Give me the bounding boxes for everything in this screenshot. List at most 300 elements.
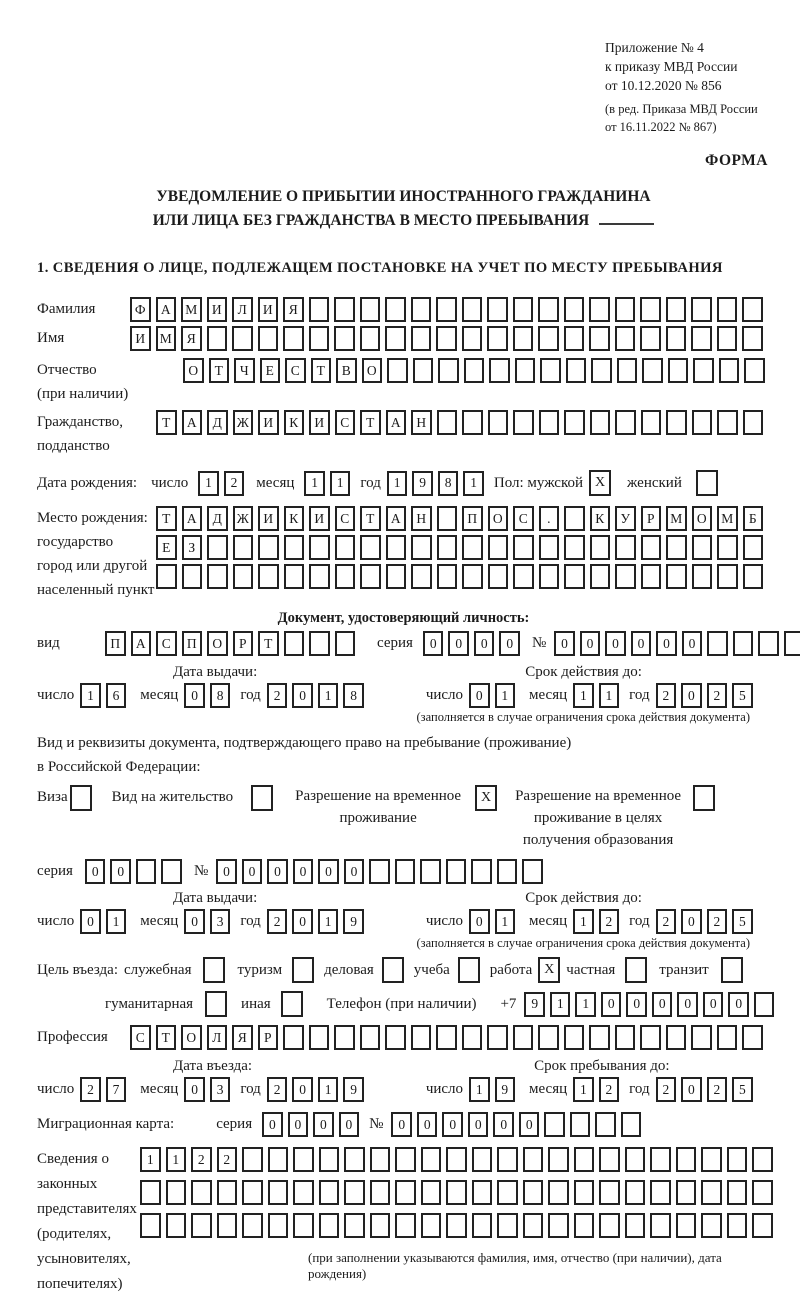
char-cell[interactable] <box>591 358 612 383</box>
char-cell[interactable]: 1 <box>575 992 596 1017</box>
char-cell[interactable]: 1 <box>573 683 594 708</box>
char-cell[interactable] <box>309 564 330 589</box>
char-cell[interactable] <box>752 1180 773 1205</box>
char-cell[interactable] <box>334 297 355 322</box>
char-cell[interactable] <box>233 535 254 560</box>
char-cell[interactable]: О <box>181 1025 202 1050</box>
char-cell[interactable]: 9 <box>343 909 364 934</box>
char-cell[interactable] <box>742 326 763 351</box>
char-cell[interactable] <box>319 1147 340 1172</box>
char-cell[interactable] <box>335 564 356 589</box>
char-cell[interactable] <box>650 1213 671 1238</box>
char-cell[interactable] <box>413 358 434 383</box>
char-cell[interactable] <box>472 1180 493 1205</box>
char-cell[interactable]: 0 <box>474 631 495 656</box>
char-cell[interactable] <box>625 1180 646 1205</box>
char-cell[interactable] <box>437 506 458 531</box>
char-cell[interactable] <box>309 326 330 351</box>
temp-residence-checkbox[interactable]: X <box>475 785 497 811</box>
char-cell[interactable] <box>283 1025 304 1050</box>
char-cell[interactable] <box>166 1180 187 1205</box>
char-cell[interactable] <box>334 1025 355 1050</box>
char-cell[interactable] <box>140 1213 161 1238</box>
char-cell[interactable]: А <box>182 410 203 435</box>
char-cell[interactable] <box>513 410 534 435</box>
char-cell[interactable] <box>523 1147 544 1172</box>
char-cell[interactable] <box>161 859 182 884</box>
char-cell[interactable] <box>564 297 585 322</box>
sex-male-checkbox[interactable]: X <box>589 470 611 496</box>
char-cell[interactable] <box>564 535 585 560</box>
char-cell[interactable]: 9 <box>495 1077 516 1102</box>
char-cell[interactable]: 0 <box>626 992 647 1017</box>
char-cell[interactable] <box>666 564 687 589</box>
char-cell[interactable] <box>744 358 765 383</box>
residence-permit-checkbox[interactable] <box>251 785 273 811</box>
char-cell[interactable] <box>464 358 485 383</box>
char-cell[interactable]: И <box>207 297 228 322</box>
char-cell[interactable] <box>615 326 636 351</box>
char-cell[interactable]: М <box>156 326 177 351</box>
char-cell[interactable] <box>589 326 610 351</box>
char-cell[interactable] <box>411 326 432 351</box>
char-cell[interactable] <box>386 535 407 560</box>
char-cell[interactable] <box>462 535 483 560</box>
char-cell[interactable] <box>540 358 561 383</box>
char-cell[interactable] <box>242 1213 263 1238</box>
char-cell[interactable]: О <box>488 506 509 531</box>
char-cell[interactable]: 0 <box>417 1112 438 1137</box>
char-cell[interactable] <box>564 506 585 531</box>
char-cell[interactable] <box>570 1112 591 1137</box>
purpose-official-checkbox[interactable] <box>203 957 225 983</box>
char-cell[interactable] <box>385 297 406 322</box>
char-cell[interactable] <box>692 535 713 560</box>
char-cell[interactable] <box>140 1180 161 1205</box>
char-cell[interactable] <box>284 535 305 560</box>
char-cell[interactable] <box>538 326 559 351</box>
char-cell[interactable]: 0 <box>262 1112 283 1137</box>
char-cell[interactable] <box>462 297 483 322</box>
char-cell[interactable] <box>446 859 467 884</box>
char-cell[interactable] <box>232 326 253 351</box>
char-cell[interactable]: 0 <box>184 909 205 934</box>
char-cell[interactable]: 9 <box>412 471 433 496</box>
char-cell[interactable]: 0 <box>184 683 205 708</box>
char-cell[interactable]: 1 <box>469 1077 490 1102</box>
char-cell[interactable]: 0 <box>681 683 702 708</box>
char-cell[interactable] <box>742 297 763 322</box>
char-cell[interactable]: 2 <box>707 1077 728 1102</box>
char-cell[interactable] <box>387 358 408 383</box>
char-cell[interactable] <box>615 564 636 589</box>
char-cell[interactable] <box>497 1147 518 1172</box>
char-cell[interactable]: Ф <box>130 297 151 322</box>
char-cell[interactable]: 0 <box>605 631 626 656</box>
char-cell[interactable] <box>676 1213 697 1238</box>
char-cell[interactable]: 0 <box>493 1112 514 1137</box>
char-cell[interactable]: 0 <box>682 631 703 656</box>
char-cell[interactable]: А <box>386 410 407 435</box>
char-cell[interactable] <box>548 1147 569 1172</box>
char-cell[interactable]: А <box>156 297 177 322</box>
char-cell[interactable] <box>640 326 661 351</box>
char-cell[interactable]: Т <box>209 358 230 383</box>
char-cell[interactable] <box>344 1180 365 1205</box>
char-cell[interactable] <box>438 358 459 383</box>
char-cell[interactable] <box>564 1025 585 1050</box>
char-cell[interactable] <box>574 1180 595 1205</box>
char-cell[interactable] <box>692 410 713 435</box>
char-cell[interactable]: 8 <box>343 683 364 708</box>
char-cell[interactable] <box>513 326 534 351</box>
char-cell[interactable]: 0 <box>448 631 469 656</box>
char-cell[interactable]: 5 <box>732 683 753 708</box>
char-cell[interactable] <box>538 1025 559 1050</box>
char-cell[interactable] <box>385 326 406 351</box>
char-cell[interactable]: 5 <box>732 909 753 934</box>
char-cell[interactable]: 1 <box>106 909 127 934</box>
char-cell[interactable] <box>335 631 356 656</box>
char-cell[interactable]: 1 <box>387 471 408 496</box>
char-cell[interactable]: Н <box>411 410 432 435</box>
char-cell[interactable] <box>420 859 441 884</box>
char-cell[interactable] <box>293 1213 314 1238</box>
char-cell[interactable] <box>487 326 508 351</box>
char-cell[interactable]: 0 <box>267 859 288 884</box>
char-cell[interactable] <box>590 410 611 435</box>
char-cell[interactable] <box>642 358 663 383</box>
char-cell[interactable] <box>436 1025 457 1050</box>
char-cell[interactable] <box>283 326 304 351</box>
char-cell[interactable] <box>395 1180 416 1205</box>
char-cell[interactable]: И <box>309 410 330 435</box>
char-cell[interactable] <box>784 631 800 656</box>
char-cell[interactable] <box>472 1147 493 1172</box>
char-cell[interactable] <box>207 564 228 589</box>
char-cell[interactable] <box>436 326 457 351</box>
char-cell[interactable]: Р <box>258 1025 279 1050</box>
char-cell[interactable]: 0 <box>631 631 652 656</box>
char-cell[interactable] <box>513 297 534 322</box>
char-cell[interactable]: 0 <box>656 631 677 656</box>
char-cell[interactable]: А <box>182 506 203 531</box>
char-cell[interactable] <box>650 1147 671 1172</box>
char-cell[interactable]: 0 <box>469 683 490 708</box>
char-cell[interactable]: 1 <box>573 1077 594 1102</box>
char-cell[interactable]: 0 <box>499 631 520 656</box>
char-cell[interactable] <box>319 1180 340 1205</box>
char-cell[interactable] <box>309 1025 330 1050</box>
char-cell[interactable] <box>719 358 740 383</box>
char-cell[interactable] <box>242 1147 263 1172</box>
char-cell[interactable] <box>344 1213 365 1238</box>
char-cell[interactable]: 7 <box>106 1077 127 1102</box>
char-cell[interactable]: 8 <box>210 683 231 708</box>
char-cell[interactable] <box>437 410 458 435</box>
char-cell[interactable] <box>640 297 661 322</box>
char-cell[interactable] <box>621 1112 642 1137</box>
char-cell[interactable] <box>691 326 712 351</box>
char-cell[interactable]: 0 <box>80 909 101 934</box>
char-cell[interactable] <box>513 564 534 589</box>
char-cell[interactable] <box>370 1180 391 1205</box>
char-cell[interactable]: 2 <box>267 909 288 934</box>
char-cell[interactable]: 1 <box>304 471 325 496</box>
char-cell[interactable] <box>666 297 687 322</box>
char-cell[interactable] <box>488 535 509 560</box>
char-cell[interactable] <box>676 1147 697 1172</box>
char-cell[interactable] <box>758 631 779 656</box>
char-cell[interactable] <box>727 1213 748 1238</box>
char-cell[interactable] <box>488 410 509 435</box>
char-cell[interactable]: К <box>284 410 305 435</box>
char-cell[interactable]: Р <box>233 631 254 656</box>
char-cell[interactable]: 0 <box>293 859 314 884</box>
char-cell[interactable]: Т <box>156 506 177 531</box>
char-cell[interactable] <box>395 1213 416 1238</box>
char-cell[interactable]: С <box>335 410 356 435</box>
char-cell[interactable] <box>411 297 432 322</box>
char-cell[interactable] <box>590 564 611 589</box>
char-cell[interactable]: 1 <box>495 683 516 708</box>
char-cell[interactable] <box>691 1025 712 1050</box>
char-cell[interactable] <box>487 297 508 322</box>
char-cell[interactable] <box>395 1147 416 1172</box>
char-cell[interactable]: В <box>336 358 357 383</box>
char-cell[interactable]: 2 <box>267 1077 288 1102</box>
char-cell[interactable]: 0 <box>677 992 698 1017</box>
char-cell[interactable]: Ч <box>234 358 255 383</box>
char-cell[interactable] <box>293 1147 314 1172</box>
char-cell[interactable]: 0 <box>313 1112 334 1137</box>
char-cell[interactable]: 0 <box>292 909 313 934</box>
sex-female-checkbox[interactable] <box>696 470 718 496</box>
char-cell[interactable]: 2 <box>191 1147 212 1172</box>
char-cell[interactable] <box>666 326 687 351</box>
char-cell[interactable]: 3 <box>210 909 231 934</box>
char-cell[interactable] <box>335 535 356 560</box>
char-cell[interactable]: К <box>284 506 305 531</box>
char-cell[interactable]: 9 <box>524 992 545 1017</box>
char-cell[interactable]: 1 <box>198 471 219 496</box>
char-cell[interactable] <box>370 1147 391 1172</box>
char-cell[interactable] <box>487 1025 508 1050</box>
char-cell[interactable]: 0 <box>728 992 749 1017</box>
char-cell[interactable]: З <box>182 535 203 560</box>
char-cell[interactable] <box>462 410 483 435</box>
char-cell[interactable] <box>421 1147 442 1172</box>
char-cell[interactable]: 2 <box>267 683 288 708</box>
char-cell[interactable]: С <box>156 631 177 656</box>
char-cell[interactable] <box>566 358 587 383</box>
char-cell[interactable] <box>599 1180 620 1205</box>
char-cell[interactable] <box>319 1213 340 1238</box>
char-cell[interactable]: 0 <box>344 859 365 884</box>
char-cell[interactable]: 1 <box>318 683 339 708</box>
char-cell[interactable]: А <box>386 506 407 531</box>
char-cell[interactable]: 0 <box>85 859 106 884</box>
char-cell[interactable]: О <box>362 358 383 383</box>
char-cell[interactable] <box>666 410 687 435</box>
char-cell[interactable]: 2 <box>707 909 728 934</box>
char-cell[interactable]: Т <box>360 410 381 435</box>
char-cell[interactable] <box>676 1180 697 1205</box>
char-cell[interactable] <box>191 1180 212 1205</box>
char-cell[interactable] <box>309 631 330 656</box>
char-cell[interactable]: 2 <box>599 909 620 934</box>
char-cell[interactable] <box>309 297 330 322</box>
char-cell[interactable] <box>589 297 610 322</box>
char-cell[interactable] <box>411 535 432 560</box>
char-cell[interactable] <box>395 859 416 884</box>
visa-checkbox[interactable] <box>70 785 92 811</box>
char-cell[interactable]: 2 <box>656 683 677 708</box>
char-cell[interactable] <box>727 1147 748 1172</box>
char-cell[interactable] <box>701 1147 722 1172</box>
char-cell[interactable]: 0 <box>242 859 263 884</box>
char-cell[interactable] <box>641 410 662 435</box>
char-cell[interactable] <box>564 564 585 589</box>
char-cell[interactable] <box>564 410 585 435</box>
char-cell[interactable]: 0 <box>652 992 673 1017</box>
char-cell[interactable]: Л <box>207 1025 228 1050</box>
char-cell[interactable]: 1 <box>550 992 571 1017</box>
char-cell[interactable]: 1 <box>495 909 516 934</box>
char-cell[interactable]: Р <box>641 506 662 531</box>
char-cell[interactable]: К <box>590 506 611 531</box>
char-cell[interactable] <box>360 535 381 560</box>
char-cell[interactable] <box>707 631 728 656</box>
char-cell[interactable] <box>207 326 228 351</box>
char-cell[interactable] <box>641 535 662 560</box>
char-cell[interactable] <box>513 1025 534 1050</box>
char-cell[interactable] <box>523 1213 544 1238</box>
purpose-private-checkbox[interactable] <box>625 957 647 983</box>
char-cell[interactable]: 8 <box>438 471 459 496</box>
char-cell[interactable]: И <box>309 506 330 531</box>
char-cell[interactable] <box>717 410 738 435</box>
purpose-tourism-checkbox[interactable] <box>292 957 314 983</box>
char-cell[interactable] <box>411 1025 432 1050</box>
purpose-other-checkbox[interactable] <box>281 991 303 1017</box>
char-cell[interactable]: Ж <box>233 410 254 435</box>
char-cell[interactable]: П <box>462 506 483 531</box>
char-cell[interactable] <box>268 1213 289 1238</box>
char-cell[interactable]: 2 <box>656 1077 677 1102</box>
char-cell[interactable] <box>284 631 305 656</box>
char-cell[interactable] <box>360 1025 381 1050</box>
char-cell[interactable] <box>437 535 458 560</box>
char-cell[interactable] <box>182 564 203 589</box>
char-cell[interactable]: 0 <box>391 1112 412 1137</box>
char-cell[interactable]: 2 <box>80 1077 101 1102</box>
char-cell[interactable] <box>369 859 390 884</box>
char-cell[interactable]: Т <box>258 631 279 656</box>
char-cell[interactable] <box>743 564 764 589</box>
char-cell[interactable]: И <box>130 326 151 351</box>
purpose-humanitarian-checkbox[interactable] <box>205 991 227 1017</box>
char-cell[interactable] <box>166 1213 187 1238</box>
char-cell[interactable] <box>539 564 560 589</box>
char-cell[interactable] <box>411 564 432 589</box>
char-cell[interactable]: 1 <box>318 909 339 934</box>
char-cell[interactable]: 1 <box>573 909 594 934</box>
char-cell[interactable]: Д <box>207 506 228 531</box>
char-cell[interactable]: Я <box>181 326 202 351</box>
char-cell[interactable] <box>595 1112 616 1137</box>
char-cell[interactable] <box>743 410 764 435</box>
char-cell[interactable]: 0 <box>601 992 622 1017</box>
char-cell[interactable] <box>436 297 457 322</box>
char-cell[interactable]: Т <box>156 1025 177 1050</box>
char-cell[interactable] <box>615 297 636 322</box>
char-cell[interactable]: 1 <box>166 1147 187 1172</box>
purpose-business-checkbox[interactable] <box>382 957 404 983</box>
char-cell[interactable] <box>385 1025 406 1050</box>
char-cell[interactable]: 1 <box>330 471 351 496</box>
char-cell[interactable] <box>650 1180 671 1205</box>
char-cell[interactable] <box>360 297 381 322</box>
char-cell[interactable] <box>293 1180 314 1205</box>
char-cell[interactable] <box>421 1180 442 1205</box>
char-cell[interactable]: 0 <box>519 1112 540 1137</box>
char-cell[interactable] <box>513 535 534 560</box>
char-cell[interactable]: 0 <box>681 909 702 934</box>
char-cell[interactable] <box>564 326 585 351</box>
char-cell[interactable] <box>258 326 279 351</box>
char-cell[interactable]: 0 <box>681 1077 702 1102</box>
char-cell[interactable] <box>217 1213 238 1238</box>
char-cell[interactable] <box>497 1180 518 1205</box>
char-cell[interactable] <box>733 631 754 656</box>
char-cell[interactable]: С <box>335 506 356 531</box>
char-cell[interactable]: У <box>615 506 636 531</box>
purpose-work-checkbox[interactable]: X <box>538 957 560 983</box>
char-cell[interactable]: Ж <box>233 506 254 531</box>
char-cell[interactable] <box>640 1025 661 1050</box>
char-cell[interactable]: Н <box>411 506 432 531</box>
char-cell[interactable] <box>309 535 330 560</box>
char-cell[interactable]: 1 <box>80 683 101 708</box>
char-cell[interactable] <box>615 410 636 435</box>
char-cell[interactable] <box>471 859 492 884</box>
char-cell[interactable]: Я <box>232 1025 253 1050</box>
char-cell[interactable] <box>701 1180 722 1205</box>
char-cell[interactable] <box>344 1147 365 1172</box>
char-cell[interactable] <box>752 1213 773 1238</box>
char-cell[interactable] <box>599 1213 620 1238</box>
char-cell[interactable] <box>462 1025 483 1050</box>
char-cell[interactable]: Т <box>311 358 332 383</box>
char-cell[interactable]: . <box>539 506 560 531</box>
char-cell[interactable] <box>268 1180 289 1205</box>
char-cell[interactable] <box>360 564 381 589</box>
char-cell[interactable] <box>693 358 714 383</box>
char-cell[interactable] <box>258 535 279 560</box>
char-cell[interactable] <box>515 358 536 383</box>
char-cell[interactable]: И <box>258 506 279 531</box>
char-cell[interactable] <box>548 1180 569 1205</box>
char-cell[interactable]: Б <box>743 506 764 531</box>
char-cell[interactable]: М <box>717 506 738 531</box>
char-cell[interactable] <box>437 564 458 589</box>
char-cell[interactable]: 9 <box>343 1077 364 1102</box>
char-cell[interactable]: П <box>182 631 203 656</box>
char-cell[interactable] <box>668 358 689 383</box>
char-cell[interactable] <box>589 1025 610 1050</box>
char-cell[interactable]: 0 <box>184 1077 205 1102</box>
